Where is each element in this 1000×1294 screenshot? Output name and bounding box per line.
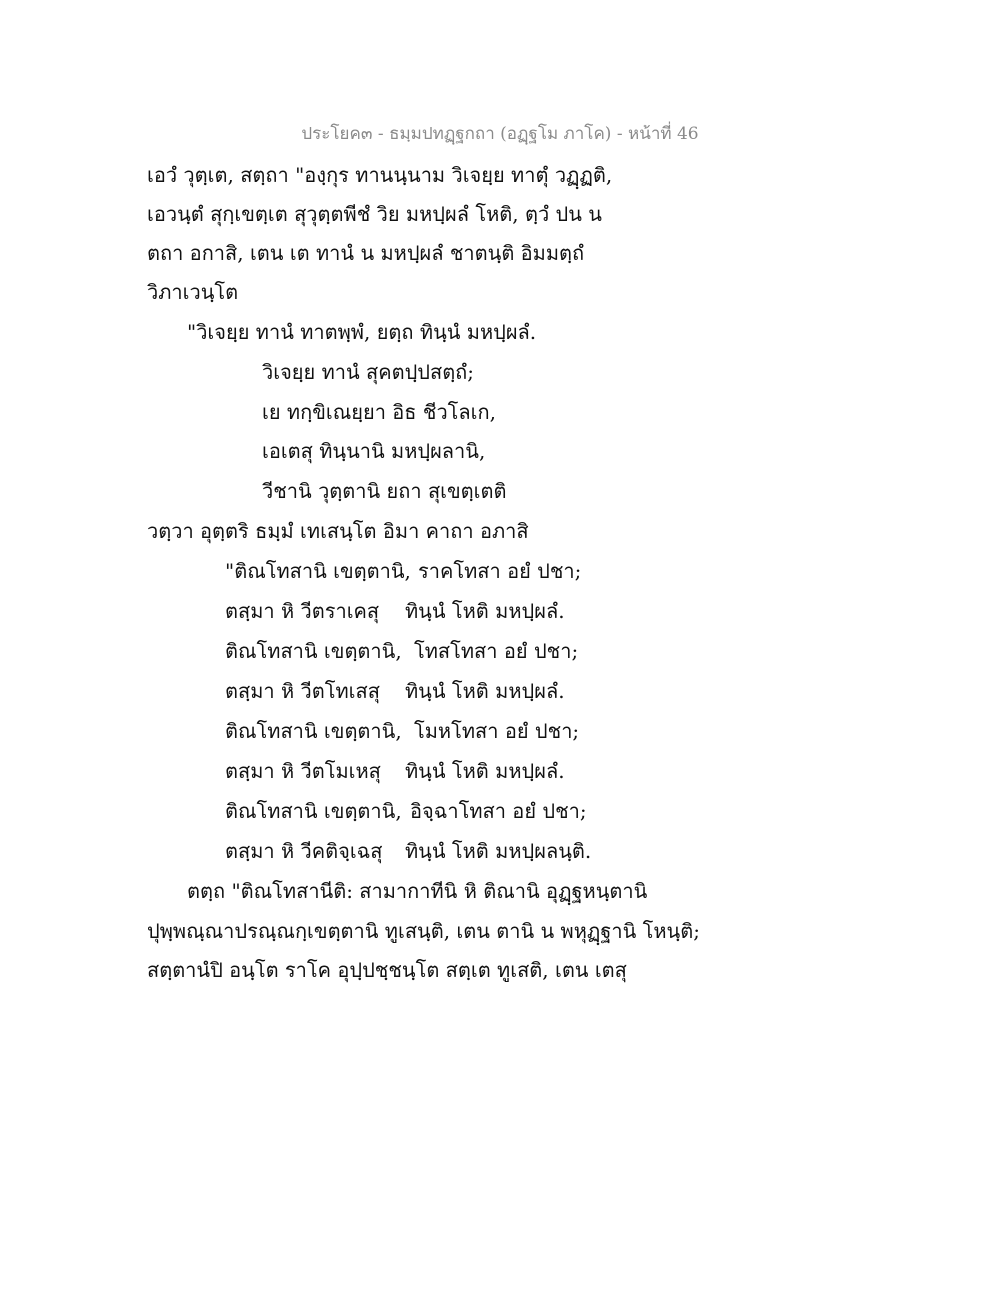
verse-line-a: ตสฺมา หิ วีคติจฺเฉสุ [225,839,383,863]
prose-line: เอวํ วุตฺเต, สตฺถา "องฺกุร ทานนฺนาม วิเจยฺย ทาตุํ วฏฺฏติ, [147,163,613,187]
verse-line: วิเจยฺย ทานํ สุคตปฺปสตฺถํ; [262,360,475,384]
prose-line: ตตฺถ "ติณโทสานีติ: สามากาทีนิ หิ ติณานิ อุฏฺฐหนฺตานิ [187,879,648,903]
verse-line-b: ทินฺนํ โหติ มหปฺผลํ. [405,599,565,623]
verse-line-a: ติณโทสานิ เขตฺตานิ, [225,719,402,743]
prose-line: วตฺวา อุตฺตริ ธมฺมํ เทเสนฺโต อิมา คาถา อภาสิ [147,519,529,543]
verse-line-a: ติณโทสานิ เขตฺตานิ, [225,639,402,663]
verse-line-b: ราคโทสา อยํ ปชา; [418,559,582,583]
verse-line: เย ทกฺขิเณยฺยา อิธ ชีวโลเก, [262,400,496,424]
verse-line: เอเตสุ ทินฺนานิ มหปฺผลานิ, [262,439,486,463]
verse-line-a: ตสฺมา หิ วีตราเคสุ [225,599,380,623]
verse-line-b: ทินฺนํ โหติ มหปฺผลํ. [405,759,565,783]
prose-line: เอวนฺตํ สุกฺเขตฺเต สุวุตฺตพีชํ วิย มหปฺผลํ โหติ, ตฺวํ ปน น [147,202,602,226]
verse-line: "วิเจยฺย ทานํ ทาตพฺพํ, ยตฺถ ทินฺนํ มหปฺผลํ. [187,320,537,344]
verse-line-a: ตสฺมา หิ วีตโมเหสุ [225,759,381,783]
verse-line-a: "ติณโทสานิ เขตฺตานิ, [225,559,411,583]
prose-line: สตฺตานํปิ อนฺโต ราโค อุปฺปชฺชนฺโต สตฺเต ทูเสติ, เตน เตสุ [147,958,627,982]
verse-line-b: อิจฺฉาโทสา อยํ ปชา; [410,799,587,823]
verse-line-b: โมหโทสา อยํ ปชา; [414,719,580,743]
verse-line-a: ติณโทสานิ เขตฺตานิ, [225,799,402,823]
verse-line-b: ทินฺนํ โหติ มหปฺผลํ. [405,679,565,703]
prose-line: วิภาเวนฺโต [147,280,239,304]
verse-line-a: ตสฺมา หิ วีตโทเสสุ [225,679,380,703]
verse-line-b: ทินฺนํ โหติ มหปฺผลนฺติ. [405,839,592,863]
prose-line: ตถา อกาสิ, เตน เต ทานํ น มหปฺผลํ ชาตนฺติ อิมมตฺถํ [147,241,585,265]
verse-line: วีชานิ วุตฺตานิ ยถา สุเขตฺเตติ [262,479,507,503]
verse-line-b: โทสโทสา อยํ ปชา; [414,639,579,663]
prose-line: ปุพฺพณฺณาปรณฺณกฺเขตฺตานิ ทูเสนฺติ, เตน ตานิ น พหุฏฺฐานิ โหนฺติ; [147,919,700,943]
page-header: ประโยค๓ - ธมฺมปทฏฺฐกถา (อฏฺฐโม ภาโค) - หน้าที่ 46 [301,124,699,144]
